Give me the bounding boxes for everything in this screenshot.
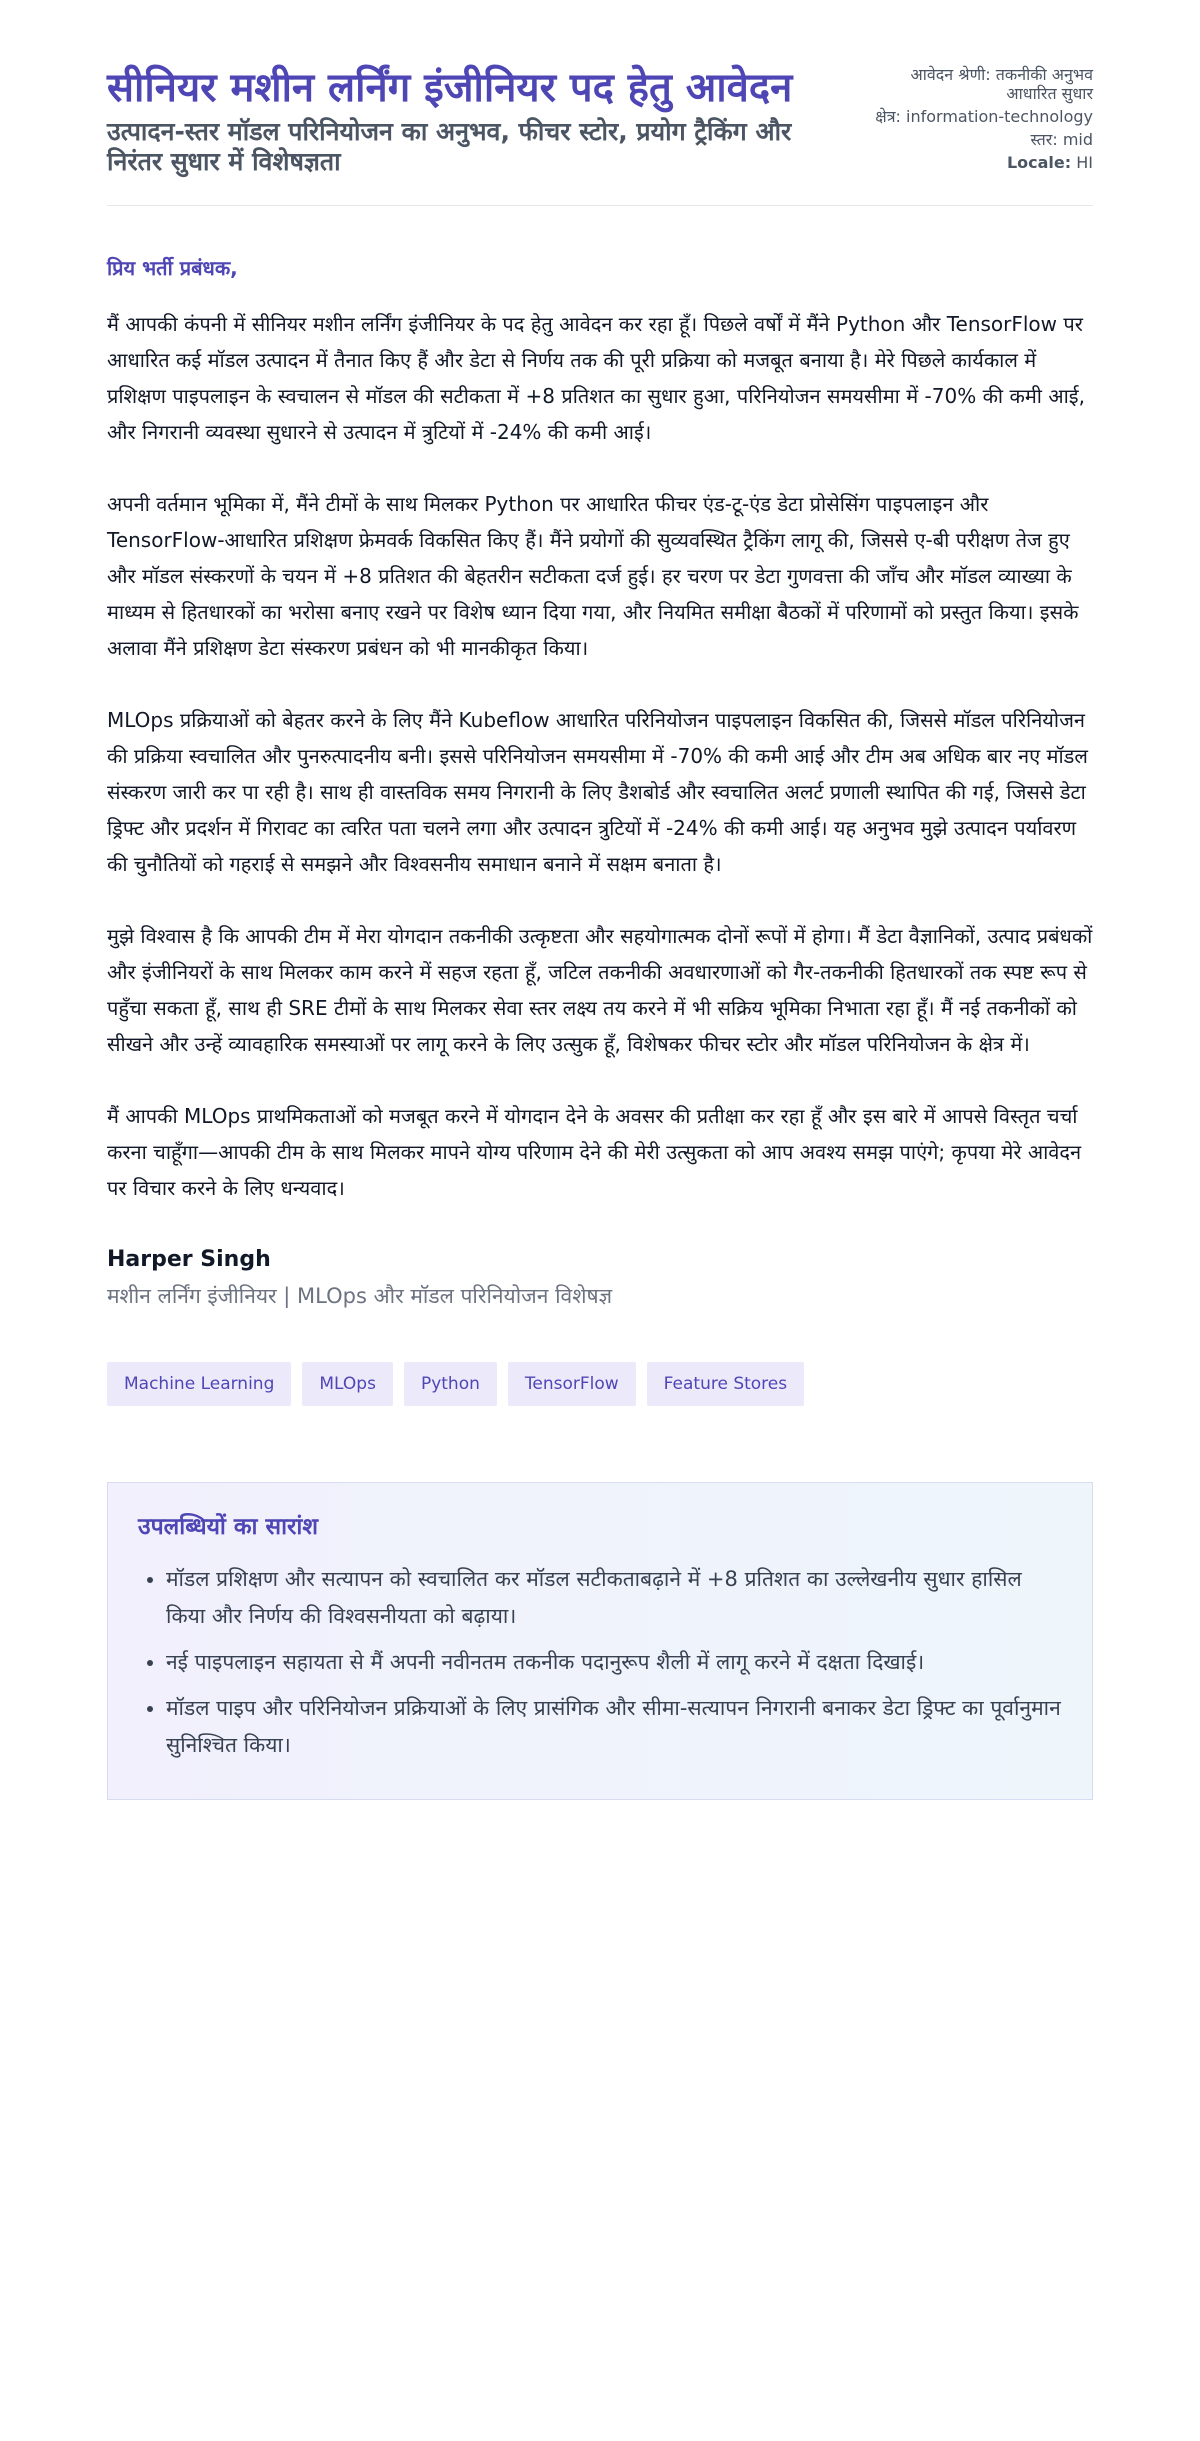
page-title: सीनियर मशीन लर्निंग इंजीनियर पद हेतु आवेदन [107,65,793,111]
skill-tag: Feature Stores [647,1362,804,1406]
skill-tag: Python [404,1362,497,1406]
highlights-title: उपलब्धियों का सारांश [138,1514,319,1540]
highlight-item: • मॉडल प्रशिक्षण और सत्यापन को स्वचालित कर मॉडल सटीकताबढ़ाने में +8 प्रतिशत का उल्लेखनीय सुधार हासिल किया और निर्णय की विश्वसनीयता को बढ़ाया। [166,1561,1062,1635]
header-titles [107,65,807,177]
letter-header [107,65,1093,206]
signer-role: मशीन लर्निंग इंजीनियर | MLOps और मॉडल परिनियोजन विशेषज्ञ [107,1284,613,1308]
meta-industry-value: information-technology [906,107,1093,126]
meta-industry [863,107,1093,126]
meta-locale [863,153,1093,172]
meta-category-label: आवेदन श्रेणी: [910,65,991,84]
meta-industry-label: क्षेत्र: [875,107,901,126]
meta-level [863,130,1093,149]
meta-category-value: तकनीकी अनुभव आधारित सुधार [995,65,1093,103]
body-paragraph: मैं आपकी MLOps प्राथमिकताओं को मजबूत करने में योगदान देने के अवसर की प्रतीक्षा कर रहा हूँ और इस बारे में आपसे विस्तृत चर्चा करना चाहूँगा—आपकी टीम के साथ मिलकर मापने योग्य परिणाम देने की मेरी उत्सुकता को आप अवश्य समझ पाएंगे; कृपया मेरे आवेदन पर विचार करने के लिए धन्यवाद। [107,1104,1082,1200]
body-paragraph: MLOps प्रक्रियाओं को बेहतर करने के लिए मैंने Kubeflow आधारित परिनियोजन पाइपलाइन विकसित की, जिससे मॉडल परिनियोजन की प्रक्रिया स्वचालित और पुनरुत्पादनीय बनी। इससे परिनियोजन समयसीमा में -70% की कमी आई और टीम अब अधिक बार नए मॉडल संस्करण जारी कर पा रही है। साथ ही वास्तविक समय निगरानी के लिए डैशबोर्ड और स्वचालित अलर्ट प्रणाली स्थापित की गई, जिससे डेटा ड्रिफ्ट और प्रदर्शन में गिरावट का त्वरित पता चलने लगा और उत्पादन त्रुटियों में -24% की कमी आई। यह अनुभव मुझे उत्पादन पर्यावरण की चुनौतियों को गहराई से समझने और विश्वसनीय समाधान बनाने में सक्षम बनाता है। [107,708,1088,876]
highlights-list [138,1561,1062,1764]
meta-level-label: स्तर: [1030,130,1058,149]
skill-tag: TensorFlow [508,1362,636,1406]
meta-locale-value: HI [1076,153,1093,172]
highlight-item: • नई पाइपलाइन सहायता से मैं अपनी नवीनतम तकनीक पदानुरूप शैली में लागू करने में दक्षता दिखाई। [166,1644,1062,1681]
skill-tag: Machine Learning [107,1362,291,1406]
signer-name: Harper Singh [107,1247,271,1272]
letter-body [107,306,1093,1206]
meta-panel [863,65,1093,176]
meta-locale-label: Locale: [1006,153,1072,172]
salutation: प्रिय भर्ती प्रबंधक, [107,256,238,280]
body-paragraph: अपनी वर्तमान भूमिका में, मैंने टीमों के साथ मिलकर Python पर आधारित फीचर एंड-टू-एंड डेटा प्रोसेसिंग पाइपलाइन और TensorFlow-आधारित प्रशिक्षण फ्रेमवर्क विकसित किए हैं। मैंने प्रयोगों की सुव्यवस्थित ट्रैकिंग लागू की, जिससे ए-बी परीक्षण तेज हुए और मॉडल संस्करणों के चयन में +8 प्रतिशत की बेहतरीन सटीकता दर्ज हुई। हर चरण पर डेटा गुणवत्ता की जाँच और मॉडल व्याख्या के माध्यम से हितधारकों का भरोसा बनाए रखने पर विशेष ध्यान दिया गया, और नियमित समीक्षा बैठकों में परिणामों को प्रस्तुत किया। इसके अलावा मैंने प्रशिक्षण डेटा संस्करण प्रबंधन को भी मानकीकृत किया। [107,492,1079,660]
meta-level-value: mid [1062,130,1093,149]
skill-tag: MLOps [302,1362,393,1406]
skill-tags [107,1362,1093,1406]
highlights-box [107,1482,1093,1800]
body-paragraph: मैं आपकी कंपनी में सीनियर मशीन लर्निंग इंजीनियर के पद हेतु आवेदन कर रहा हूँ। पिछले वर्षों में मैंने Python और TensorFlow पर आधारित कई मॉडल उत्पादन में तैनात किए हैं और डेटा से निर्णय तक की पूरी प्रक्रिया को मजबूत बनाया है। मेरे पिछले कार्यकाल में प्रशिक्षण पाइपलाइन के स्वचालन से मॉडल की सटीकता में +8 प्रतिशत का सुधार हुआ, परिनियोजन समयसीमा में -70% की कमी आई, और निगरानी व्यवस्था सुधारने से उत्पादन में त्रुटियों में -24% की कमी आई। [107,312,1085,444]
meta-category [863,65,1093,103]
highlight-item: • मॉडल पाइप और परिनियोजन प्रक्रियाओं के लिए प्रासंगिक और सीमा-सत्यापन निगरानी बनाकर डेटा ड्रिफ्ट का पूर्वानुमान सुनिश्चित किया। [166,1690,1062,1764]
body-paragraph: मुझे विश्वास है कि आपकी टीम में मेरा योगदान तकनीकी उत्कृष्टता और सहयोगात्मक दोनों रूपों में होगा। मैं डेटा वैज्ञानिकों, उत्पाद प्रबंधकों और इंजीनियरों के साथ मिलकर काम करने में सहज रहता हूँ, जटिल तकनीकी अवधारणाओं को गैर-तकनीकी हितधारकों तक स्पष्ट रूप से पहुँचा सकता हूँ, साथ ही SRE टीमों के साथ मिलकर सेवा स्तर लक्ष्य तय करने में भी सक्रिय भूमिका निभाता रहा हूँ। मैं नई तकनीकों को सीखने और उन्हें व्यावहारिक समस्याओं पर लागू करने के लिए उत्सुक हूँ, विशेषकर फीचर स्टोर और मॉडल परिनियोजन के क्षेत्र में। [107,924,1093,1056]
page-subtitle: उत्पादन-स्तर मॉडल परिनियोजन का अनुभव, फीचर स्टोर, प्रयोग ट्रैकिंग और निरंतर सुधार में विशेषज्ञता [107,117,792,176]
